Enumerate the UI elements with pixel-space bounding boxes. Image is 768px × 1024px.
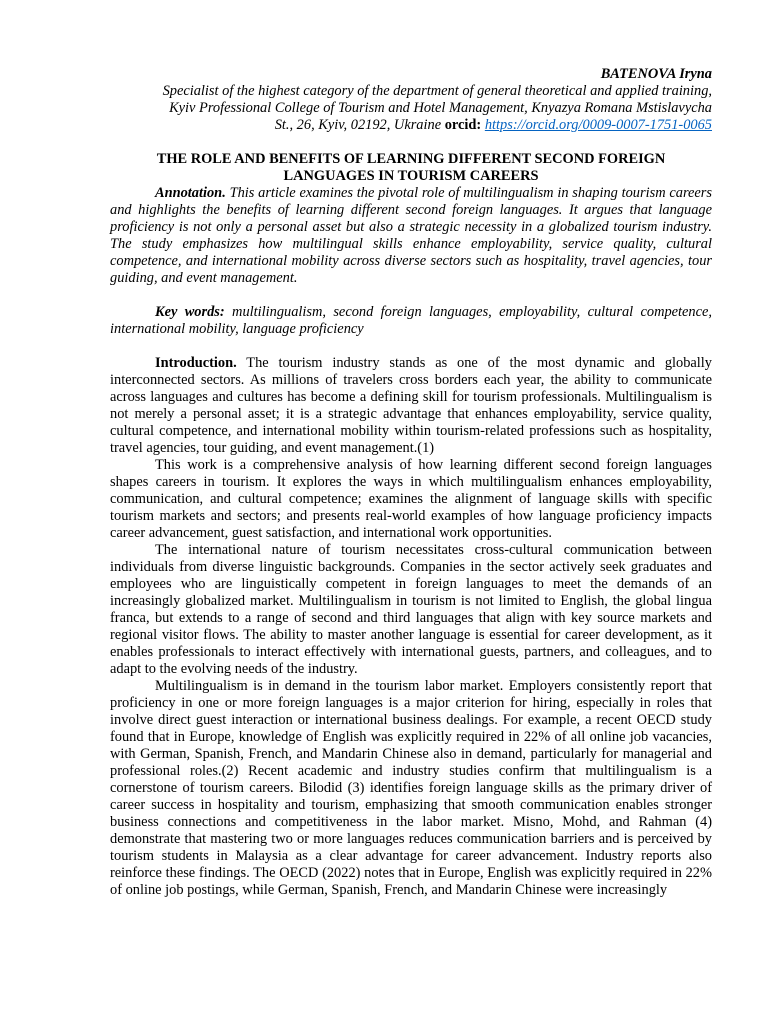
annotation — [110, 185, 712, 287]
body-paragraph-2: This work is a comprehensive analysis of how learning different second foreign languages shapes careers in tourism. It explores the ways in which multilingualism enhances employability, communication, and cultural competence; examines the alignment of language skills with specific tourism markets and sectors; and presents real-world examples of how language proficiency impacts career advancement, guest satisfaction, and international work opportunities. — [110, 457, 712, 541]
orcid-link[interactable]: https://orcid.org/0009-0007-1751-0065 — [484, 117, 712, 133]
spacer — [110, 338, 712, 355]
keywords — [110, 304, 712, 338]
paper-page — [110, 66, 712, 899]
annotation-text: This article examines the pivotal role of multilingualism in shaping tourism careers and highlights the benefits of learning different second foreign languages. It argues that language proficiency is not only a personal asset but also a strategic necessity in a globalized tourism industry. The study emphasizes how multilingual skills enhance employability, service quality, cultural competence, and international mobility across diverse sectors such as hospitality, travel agencies, tour guiding, and event management. — [110, 185, 712, 286]
affiliation-address: St., 26, Kyiv, 02192, Ukraine — [274, 117, 442, 133]
affiliation-line-3 — [110, 117, 712, 134]
paper-title: THE ROLE AND BENEFITS OF LEARNING DIFFERENT SECOND FOREIGN LANGUAGES IN TOURISM CAREERS — [156, 151, 666, 184]
keywords-label: Key words: — [155, 304, 225, 320]
orcid-label: orcid: — [444, 117, 482, 133]
body-paragraph-1 — [110, 355, 712, 457]
body-paragraph-3: The international nature of tourism necessitates cross-cultural communication between individuals from diverse linguistic backgrounds. Companies in the sector actively seek graduates and employees who are linguistically competent in foreign languages to meet the demands of an increasingly globalized market. Multilingualism in tourism is not limited to English, the global lingua franca, but extends to a range of second and third languages that align with key source markets and regional visitor flows. The ability to master another language is essential for career development, as it enables professionals to interact effectively with international guests, partners, and colleagues, and to adapt to the evolving needs of the industry. — [110, 542, 712, 677]
affiliation-line-1: Specialist of the highest category of the department of general theoretical and applied training, — [162, 83, 712, 99]
affiliation-line-2: Kyiv Professional College of Tourism and Hotel Management, Knyazya Romana Mstislavycha — [169, 100, 712, 116]
spacer — [110, 287, 712, 304]
body-paragraph-4: Multilingualism is in demand in the tourism labor market. Employers consistently report that proficiency in one or more foreign languages is a major criterion for hiring, especially in roles that involve direct guest interaction or international business dealings. For example, a recent OECD study found that in Europe, knowledge of English was explicitly required in 22% of all online job vacancies, with German, Spanish, French, and Mandarin Chinese also in demand, particularly for managerial and professional roles.(2) Recent academic and industry studies confirm that multilingualism is a cornerstone of tourism careers. Bilodid (3) identifies foreign language skills as the primary driver of career success in hospitality and tourism, emphasizing that smooth communication enables stronger business connections and competitiveness in the labor market. Misno, Mohd, and Rahman (4) demonstrate that mastering two or more languages reduces communication barriers and is perceived by tourism students in Malaysia as a clear advantage for career advancement. Industry reports also reinforce these findings. The OECD (2022) notes that in Europe, English was explicitly required in 22% of online job postings, while German, Spanish, French, and Mandarin Chinese were increasingly — [110, 678, 712, 898]
paragraph-1-text: The tourism industry stands as one of the most dynamic and globally interconnected sectors. As millions of travelers cross borders each year, the ability to communicate across languages and cultures has become a defining skill for tourism professionals. Multilingualism is not merely a personal asset; it is a strategic advantage that enhances employability, service quality, cultural competence, and international mobility within tourism-related professions such as hospitality, travel agencies, tour guiding, and event management.(1) — [110, 355, 712, 456]
keywords-text: multilingualism, second foreign languages, employability, cultural competence, international mobility, language proficiency — [110, 304, 712, 337]
introduction-label: Introduction. — [155, 355, 237, 371]
annotation-label: Annotation. — [155, 185, 226, 201]
author-name: BATENOVA Iryna — [600, 66, 712, 82]
